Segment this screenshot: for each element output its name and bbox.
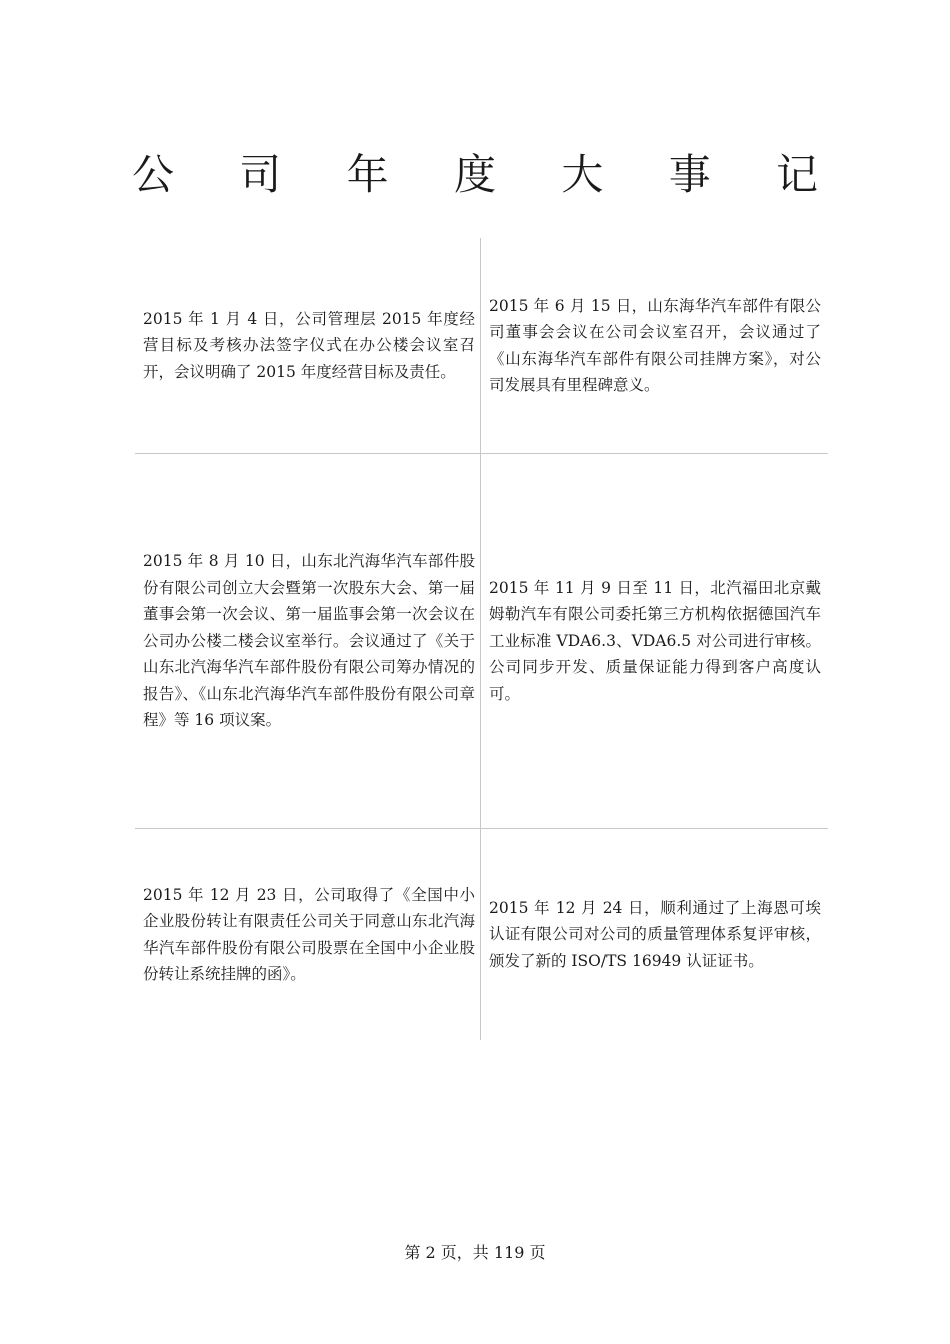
column-divider bbox=[480, 238, 481, 1040]
event-text: 2015 年 12 月 23 日，公司取得了《全国中小企业股份转让有限责任公司关于同意山东北汽海华汽车部件股份有限公司股票在全国中小企业股份转让系统挂牌的函》。 bbox=[143, 885, 475, 983]
event-text: 2015 年 11 月 9 日至 11 日，北汽福田北京戴姆勒汽车有限公司委托第三方机构依据德国汽车工业标准 VDA6.3、VDA6.5 对公司进行审核。公司同步开发、质量保证能力得到客户高度认可。 bbox=[489, 578, 821, 703]
event-text: 2015 年 8 月 10 日，山东北汽海华汽车部件股份有限公司创立大会暨第一次股东大会、第一届董事会第一次会议、第一届监事会第一次会议在公司办公楼二楼会议室举行。会议通过了《关于山东北汽海华汽车部件股份有限公司筹办情况的报告》、《山东北汽海华汽车部件股份有限公司章程》等 16 项议案。 bbox=[143, 552, 475, 730]
event-cell bbox=[143, 454, 475, 828]
event-text: 2015 年 12 月 24 日，顺利通过了上海恩可埃认证有限公司对公司的质量管理体系复评审核，颁发了新的 ISO/TS 16949 认证证书。 bbox=[489, 898, 821, 970]
event-cell bbox=[143, 238, 475, 453]
event-cell bbox=[489, 238, 821, 453]
event-text: 2015 年 6 月 15 日，山东海华汽车部件有限公司董事会会议在公司会议室召开，会议通过了《山东海华汽车部件有限公司挂牌方案》，对公司发展具有里程碑意义。 bbox=[489, 296, 821, 394]
event-cell bbox=[143, 829, 475, 1040]
events-table bbox=[135, 238, 828, 1040]
event-text: 2015 年 1 月 4 日，公司管理层 2015 年度经营目标及考核办法签字仪式在办公楼会议室召开，会议明确了 2015 年度经营目标及责任。 bbox=[143, 309, 475, 381]
event-cell bbox=[489, 829, 821, 1040]
page-title: 公 司 年 度 大 事 记 bbox=[131, 150, 845, 199]
page-footer: 第 2 页，共 119 页 bbox=[404, 1243, 546, 1262]
event-cell bbox=[489, 454, 821, 828]
